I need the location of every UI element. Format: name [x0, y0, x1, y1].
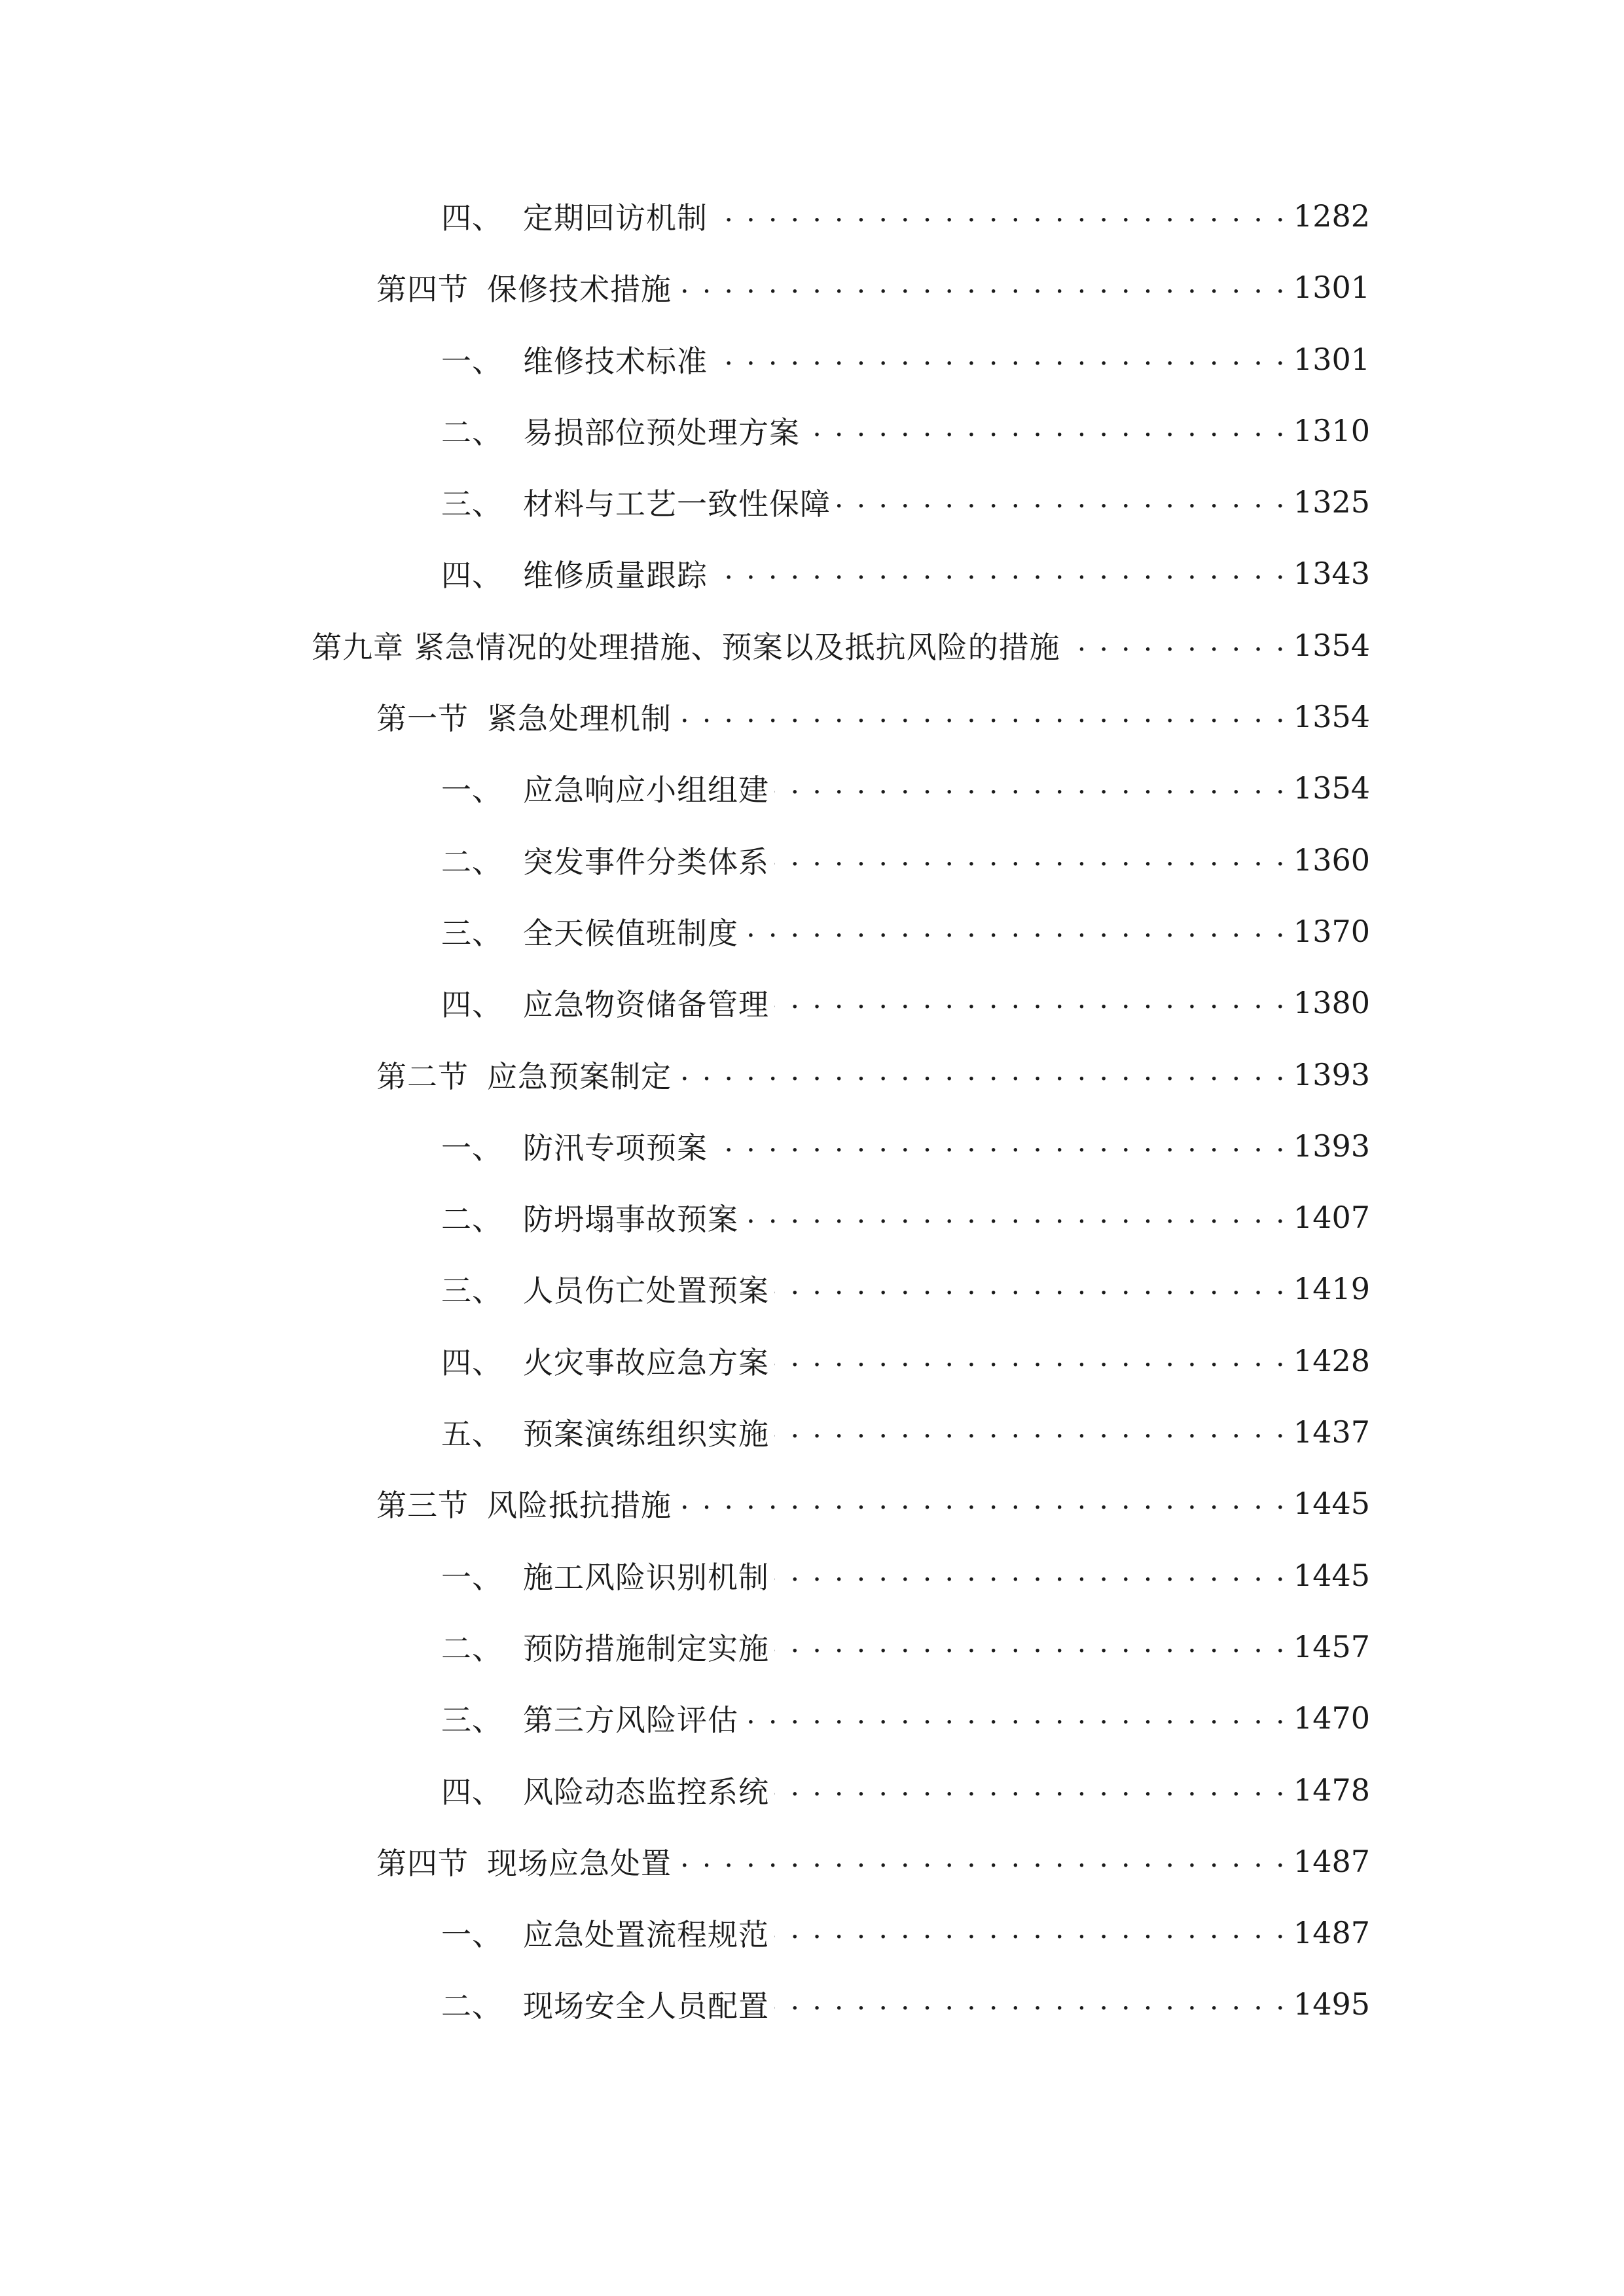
toc-entry-page: 1282 — [1293, 198, 1370, 234]
dot-leader — [774, 1274, 1287, 1304]
toc-entry-title: 材料与工艺一致性保障 — [523, 486, 831, 522]
toc-entry-page: 1301 — [1293, 270, 1370, 306]
toc-entry-title: 施工风险识别机制 — [523, 1559, 769, 1595]
dot-leader — [774, 1918, 1287, 1948]
toc-entry-number: 三、 — [441, 1702, 503, 1738]
toc-entry-number: 三、 — [441, 1273, 503, 1309]
toc-entry-number: 四、 — [441, 558, 503, 594]
toc-entry-title: 现场应急处置 — [487, 1845, 672, 1881]
toc-entry[interactable] — [0, 264, 1624, 336]
toc-entry[interactable] — [0, 1052, 1624, 1123]
toc-entry-number: 一、 — [441, 1917, 503, 1953]
toc-entry-page: 1428 — [1293, 1342, 1370, 1378]
toc-entry-page: 1437 — [1293, 1414, 1370, 1450]
toc-entry-title: 防汛专项预案 — [523, 1130, 708, 1166]
toc-entry-page: 1360 — [1293, 842, 1370, 878]
toc-entry-title: 保修技术措施 — [487, 272, 672, 308]
dot-leader — [744, 916, 1287, 946]
toc-entry-page: 1445 — [1293, 1557, 1370, 1593]
toc-entry-title: 紧急处理机制 — [487, 701, 672, 737]
toc-entry-title: 定期回访机制 — [523, 200, 708, 236]
toc-entry-page: 1354 — [1293, 627, 1370, 663]
toc-entry-number: 一、 — [441, 343, 503, 379]
toc-entry[interactable] — [0, 980, 1624, 1051]
toc-entry-number: 二、 — [441, 1988, 503, 2024]
toc-entry-title: 突发事件分类体系 — [523, 844, 769, 880]
toc-entry[interactable] — [0, 1624, 1624, 1695]
toc-entry[interactable] — [0, 837, 1624, 908]
toc-entry[interactable] — [0, 908, 1624, 980]
toc-entry-page: 1495 — [1293, 1986, 1370, 2022]
toc-entry-number: 第二节 — [376, 1058, 469, 1094]
toc-entry[interactable] — [0, 1839, 1624, 1910]
toc-entry[interactable] — [0, 622, 1624, 694]
toc-entry-number: 二、 — [441, 1202, 503, 1238]
dot-leader — [774, 1775, 1287, 1805]
toc-entry[interactable] — [0, 1552, 1624, 1624]
toc-entry-title: 预防措施制定实施 — [523, 1630, 769, 1666]
toc-entry-title: 易损部位预处理方案 — [523, 414, 800, 450]
toc-entry-title: 应急物资储备管理 — [523, 987, 769, 1023]
dot-leader — [677, 1846, 1287, 1876]
toc-entry-page: 1478 — [1293, 1772, 1370, 1808]
dot-leader — [713, 201, 1287, 231]
toc-entry-page: 1470 — [1293, 1700, 1370, 1736]
dot-leader — [744, 1703, 1287, 1733]
toc-entry[interactable] — [0, 1695, 1624, 1767]
toc-entry[interactable] — [0, 1409, 1624, 1480]
toc-entry-number: 四、 — [441, 1344, 503, 1380]
dot-leader — [1066, 630, 1287, 660]
toc-entry-page: 1310 — [1293, 412, 1370, 448]
dot-leader — [677, 1060, 1287, 1090]
toc-entry-page: 1325 — [1293, 484, 1370, 520]
toc-entry-number: 五、 — [441, 1416, 503, 1452]
toc-entry[interactable] — [0, 1480, 1624, 1552]
toc-entry[interactable] — [0, 1767, 1624, 1839]
toc-entry-page: 1445 — [1293, 1486, 1370, 1522]
dot-leader — [805, 416, 1287, 446]
toc-entry-number: 四、 — [441, 987, 503, 1023]
toc-entry-title: 第三方风险评估 — [523, 1702, 738, 1738]
toc-entry-number: 第四节 — [376, 1845, 469, 1881]
toc-entry-page: 1457 — [1293, 1628, 1370, 1664]
toc-entry-title: 应急处置流程规范 — [523, 1917, 769, 1953]
toc-entry-page: 1393 — [1293, 1056, 1370, 1092]
toc-entry-number: 第一节 — [376, 701, 469, 737]
toc-entry[interactable] — [0, 1123, 1624, 1194]
table-of-contents — [0, 193, 1624, 2053]
dot-leader — [836, 487, 1287, 517]
toc-entry-number: 第四节 — [376, 272, 469, 308]
toc-entry-title: 应急预案制定 — [487, 1058, 672, 1094]
toc-entry-number: 二、 — [441, 844, 503, 880]
toc-entry-page: 1370 — [1293, 913, 1370, 949]
toc-entry-page: 1407 — [1293, 1200, 1370, 1236]
toc-entry-number: 二、 — [441, 1630, 503, 1666]
toc-entry-title: 应急响应小组组建 — [523, 772, 769, 808]
dot-leader — [677, 702, 1287, 732]
toc-entry-page: 1343 — [1293, 556, 1370, 592]
toc-entry-page: 1419 — [1293, 1271, 1370, 1307]
toc-entry[interactable] — [0, 1266, 1624, 1337]
toc-entry[interactable] — [0, 193, 1624, 264]
toc-entry-title: 风险动态监控系统 — [523, 1774, 769, 1810]
toc-entry-number: 三、 — [441, 915, 503, 951]
toc-entry[interactable] — [0, 550, 1624, 622]
dot-leader — [774, 988, 1287, 1018]
dot-leader — [774, 773, 1287, 803]
toc-entry[interactable] — [0, 1981, 1624, 2053]
dot-leader — [774, 1632, 1287, 1662]
toc-entry-title: 维修质量跟踪 — [523, 558, 708, 594]
toc-entry-number: 一、 — [441, 772, 503, 808]
toc-entry[interactable] — [0, 765, 1624, 836]
dot-leader — [744, 1202, 1287, 1232]
dot-leader — [774, 1560, 1287, 1590]
toc-entry-page: 1487 — [1293, 1843, 1370, 1879]
toc-entry-page: 1380 — [1293, 985, 1370, 1021]
dot-leader — [677, 1488, 1287, 1518]
toc-entry-number: 四、 — [441, 1774, 503, 1810]
toc-entry-page: 1393 — [1293, 1128, 1370, 1164]
toc-entry-page: 1301 — [1293, 341, 1370, 377]
toc-entry-number: 第三节 — [376, 1488, 469, 1524]
toc-entry[interactable] — [0, 694, 1624, 765]
toc-entry-number: 四、 — [441, 200, 503, 236]
toc-entry[interactable] — [0, 336, 1624, 408]
dot-leader — [774, 1417, 1287, 1447]
toc-entry-title: 第九章 紧急情况的处理措施、预案以及抵抗风险的措施 — [312, 629, 1060, 665]
toc-entry-title: 现场安全人员配置 — [523, 1988, 769, 2024]
toc-entry-title: 防坍塌事故预案 — [523, 1202, 738, 1238]
toc-entry[interactable] — [0, 1338, 1624, 1409]
toc-entry[interactable] — [0, 1194, 1624, 1266]
toc-entry-number: 三、 — [441, 486, 503, 522]
toc-entry[interactable] — [0, 479, 1624, 550]
dot-leader — [713, 344, 1287, 374]
toc-entry-page: 1354 — [1293, 699, 1370, 735]
toc-entry-number: 二、 — [441, 414, 503, 450]
dot-leader — [774, 1346, 1287, 1376]
toc-entry-page: 1354 — [1293, 770, 1370, 806]
toc-entry-title: 全天候值班制度 — [523, 915, 738, 951]
toc-entry[interactable] — [0, 1910, 1624, 1981]
dot-leader — [713, 558, 1287, 588]
toc-entry-title: 风险抵抗措施 — [487, 1488, 672, 1524]
toc-entry-number: 一、 — [441, 1130, 503, 1166]
toc-entry-number: 一、 — [441, 1559, 503, 1595]
dot-leader — [774, 1989, 1287, 2019]
toc-entry-page: 1487 — [1293, 1915, 1370, 1951]
toc-entry-title: 预案演练组织实施 — [523, 1416, 769, 1452]
toc-entry[interactable] — [0, 408, 1624, 479]
toc-entry-title: 火灾事故应急方案 — [523, 1344, 769, 1380]
dot-leader — [774, 845, 1287, 875]
toc-entry-title: 人员伤亡处置预案 — [523, 1273, 769, 1309]
dot-leader — [677, 272, 1287, 302]
dot-leader — [713, 1131, 1287, 1161]
toc-entry-title: 维修技术标准 — [523, 343, 708, 379]
